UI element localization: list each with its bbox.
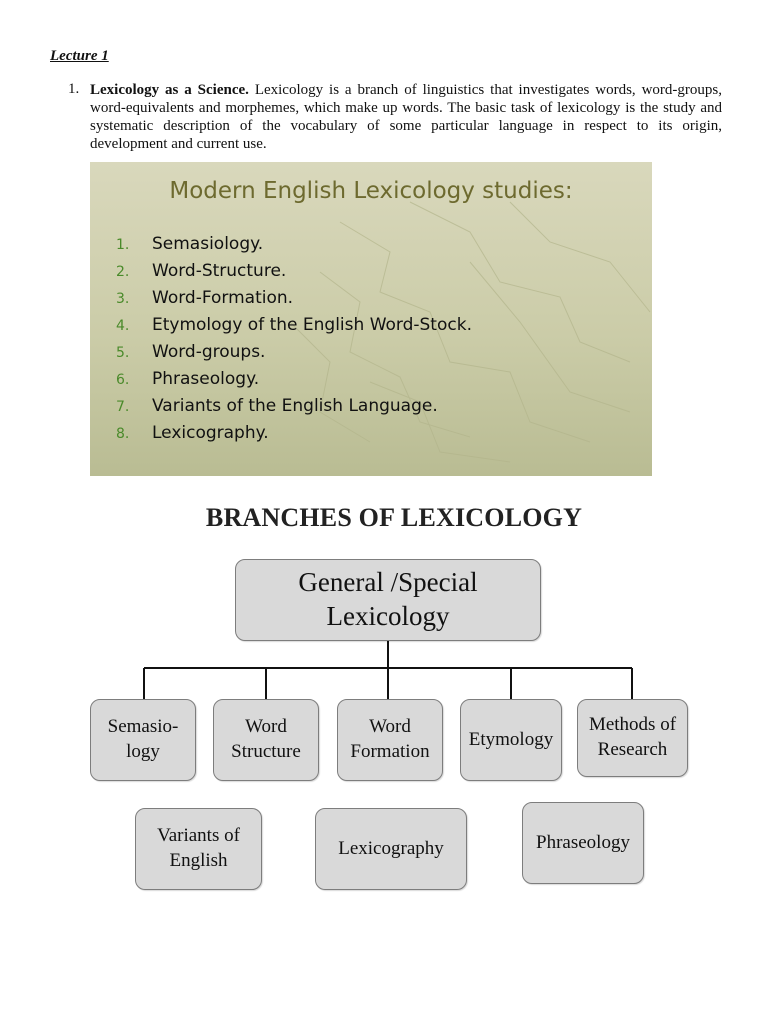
semasiology-node (90, 699, 196, 781)
list-item-number: 8. (116, 426, 130, 442)
list-item-number: 3. (116, 291, 130, 307)
variants-of-english-node (135, 808, 262, 890)
node-label: Etymology (468, 728, 554, 750)
list-item-number: 6. (116, 372, 130, 388)
list-item-text: Semasiology. (152, 234, 264, 254)
paragraph-text: Lexicology is a branch of linguistics that investigates words, word-groups, word-equivalents and morphemes, which make up words. The basic task of lexicology is the study and systematic description of the vocabulary of some particular language in respect to its origin, development and current use. (90, 82, 722, 152)
node-label: Methods of Research (588, 714, 677, 760)
list-item-text: Variants of the English Language. (152, 396, 438, 416)
node-label: General /Special Lexicology (298, 567, 478, 631)
list-item-number: 5. (116, 345, 130, 361)
list-item-number: 4. (116, 318, 130, 334)
paragraph-heading: Lexicology as a Science. (90, 82, 249, 98)
methods-of-research-node (577, 699, 688, 777)
node-label: Variants of English (157, 825, 240, 871)
etymology-node (460, 699, 562, 781)
node-label: Phraseology (536, 831, 630, 853)
node-label: Semasio- logy (107, 716, 179, 762)
phraseology-node (522, 802, 644, 884)
lexicography-node (315, 808, 467, 890)
list-item-text: Lexicography. (152, 423, 269, 443)
list-item-number: 2. (116, 264, 130, 280)
word-formation-node (337, 699, 443, 781)
lecture-title: Lecture 1 (50, 48, 109, 64)
slide-title: Modern English Lexicology studies: (169, 178, 573, 204)
general-special-lexicology-node (235, 559, 541, 641)
list-item-text: Word-groups. (152, 342, 266, 362)
node-label: Word Structure (231, 716, 301, 762)
list-item-number: 1. (116, 237, 130, 253)
list-item-text: Word-Formation. (152, 288, 294, 308)
list-item-text: Word-Structure. (152, 261, 287, 281)
list-item-text: Etymology of the English Word-Stock. (152, 315, 472, 335)
diagram-heading: BRANCHES OF LEXICOLOGY (205, 503, 583, 532)
node-label: Lexicography (338, 837, 444, 859)
word-structure-node (213, 699, 319, 781)
list-item-number: 1. (68, 81, 80, 97)
list-item-number: 7. (116, 399, 130, 415)
list-item-text: Phraseology. (152, 369, 260, 389)
node-label: Word Formation (350, 716, 430, 762)
